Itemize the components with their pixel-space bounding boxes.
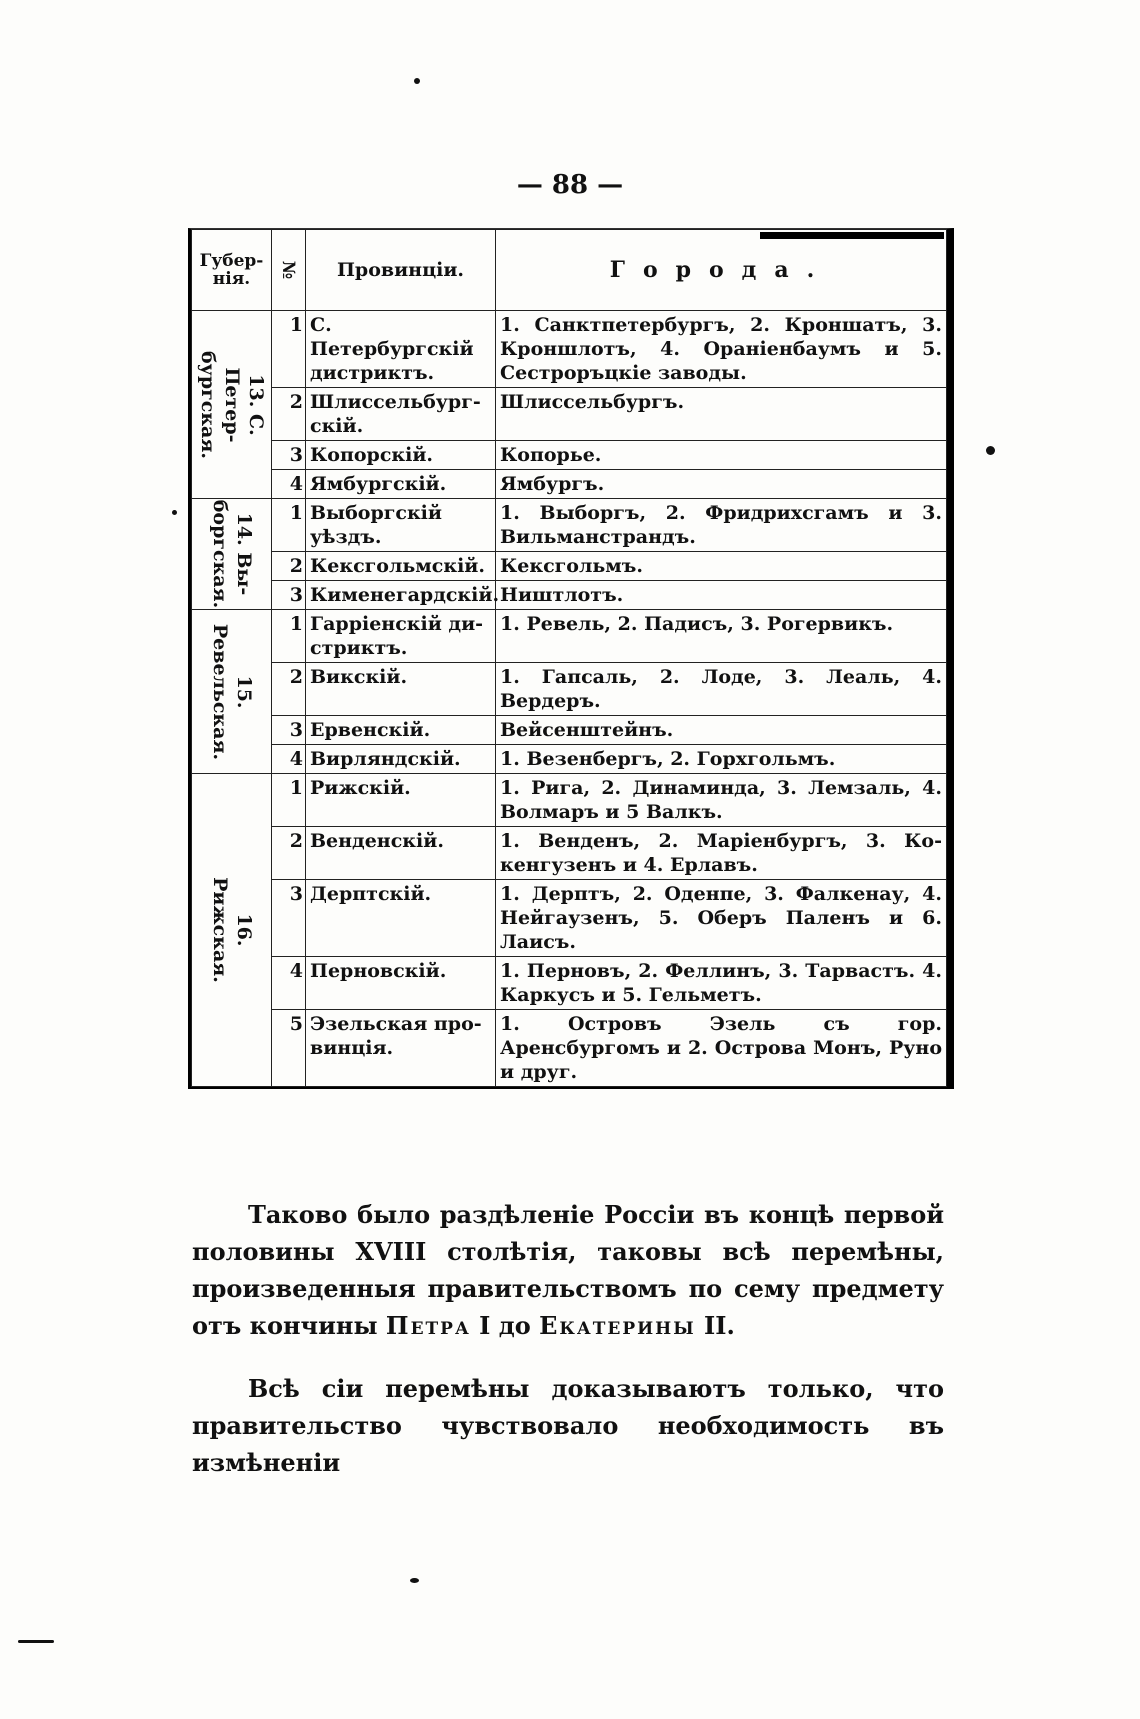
province-name: Ямбургскій. [306,470,496,499]
province-name: Венденскій. [306,827,496,880]
table-row [192,716,947,745]
guberniya-name: 16. Рижская. [208,877,255,983]
paragraph-1-text: Таково было раздѣленіе Россіи въ концѣ первой половины XVIII столѣтія, таковы всѣ перемѣны, произведенныя правительствомъ по сему предмету отъ кончины [192,1200,944,1340]
table-row [192,957,947,1010]
row-number: 2 [272,388,306,441]
speck-decoration [410,1578,419,1583]
towns-list: 1. Перновъ, 2. Феллинъ, 3. Тарвастъ. 4. Каркусъ и 5. Гельметъ. [496,957,947,1010]
row-number: 3 [272,581,306,610]
row-number: 4 [272,957,306,1010]
row-number: 4 [272,470,306,499]
towns-list: 1. Дерптъ, 2. Оденпе, 3. Фалкенау, 4. Нейгаузенъ, 5. Оберъ Паленъ и 6. Лаисъ. [496,880,947,957]
table-row [192,774,947,827]
guberniya-name: 13. С. Петер- бургская. [196,350,267,459]
towns-list: 1. Рига, 2. Динаминда, 3. Лемзаль, 4. Волмаръ и 5 Валкъ. [496,774,947,827]
row-number: 1 [272,311,306,388]
paragraph-1 [192,1196,944,1344]
guberniya-cell [192,311,272,499]
province-name: Кименегардскій. [306,581,496,610]
guberniya-name: 15. Ревельская. [208,623,255,760]
table-row [192,470,947,499]
table-row [192,441,947,470]
speck-decoration [172,510,177,515]
speck-decoration [986,446,995,455]
row-number: 5 [272,1010,306,1087]
province-name: Копорскій. [306,441,496,470]
speck-decoration [18,1640,54,1643]
provinces-table [191,229,947,1087]
row-number: 1 [272,774,306,827]
name-catherine: Екатерины [539,1311,696,1340]
province-name: Перновскій. [306,957,496,1010]
header-guberniya: Губер- нія. [192,230,272,311]
province-name: Гарріенскій ди-стриктъ. [306,610,496,663]
row-number: 3 [272,880,306,957]
towns-list: 1. Выборгъ, 2. Фридрихсгамъ и 3. Вильманстрандъ. [496,499,947,552]
towns-list: Копорье. [496,441,947,470]
province-name: Викскій. [306,663,496,716]
table-body [192,311,947,1087]
guberniya-name: 14. Вы- боргская. [208,499,255,609]
towns-list: 1. Санктпетербургъ, 2. Кроншатъ, 3. Кроншлотъ, 4. Ораніенбаумъ и 5. Сестроръцкіе заводы. [496,311,947,388]
towns-list: Ништлотъ. [496,581,947,610]
row-number: 2 [272,663,306,716]
towns-list: 1. Островъ Эзель съ гор. Аренсбургомъ и 2. Острова Монъ, Руно и друг. [496,1010,947,1087]
provinces-table-wrapper [188,228,954,1089]
table-row [192,745,947,774]
header-towns-label: Города. [609,256,833,283]
towns-list: Кексгольмъ. [496,552,947,581]
table-row [192,880,947,957]
towns-list: 1. Везенбергъ, 2. Горхгольмъ. [496,745,947,774]
province-name: Ервенскій. [306,716,496,745]
guberniya-cell [192,610,272,774]
table-row [192,1010,947,1087]
paragraph-1-mid: I до [479,1311,531,1340]
towns-list: Ямбургъ. [496,470,947,499]
header-towns [496,230,947,311]
table-row [192,552,947,581]
province-name: Вирляндскій. [306,745,496,774]
table-row [192,610,947,663]
row-number: 2 [272,552,306,581]
speck-decoration [414,78,420,84]
page-number: — 88 — [516,170,624,200]
header-number-label: № [278,260,299,280]
paragraph-2: Всѣ сіи перемѣны доказываютъ только, что правительство чувствовало необходимость въ измѣненіи [192,1374,944,1477]
header-number [272,230,306,311]
province-name: Шлиссельбург-скій. [306,388,496,441]
province-name: С. Петербургскій дистриктъ. [306,311,496,388]
province-name: Дерптскій. [306,880,496,957]
row-number: 3 [272,441,306,470]
province-name: Эзельская про-винція. [306,1010,496,1087]
province-name: Кексгольмскій. [306,552,496,581]
table-row [192,581,947,610]
towns-list: Шлиссельбургъ. [496,388,947,441]
table-row [192,499,947,552]
province-name: Рижскій. [306,774,496,827]
table-row [192,663,947,716]
table-header-row [192,230,947,311]
guberniya-cell [192,774,272,1087]
header-provinces: Провинціи. [306,230,496,311]
towns-list: 1. Венденъ, 2. Маріенбургъ, 3. Ко-кенгузенъ и 4. Ерлавъ. [496,827,947,880]
guberniya-cell [192,499,272,610]
paragraph-1-end: II. [704,1311,735,1340]
row-number: 1 [272,610,306,663]
name-peter: Петра [385,1311,471,1340]
towns-list: 1. Гапсаль, 2. Лоде, 3. Леаль, 4. Вердеръ. [496,663,947,716]
towns-list: Вейсенштейнъ. [496,716,947,745]
table-row [192,311,947,388]
table-row [192,388,947,441]
towns-list: 1. Ревель, 2. Падисъ, 3. Рогервикъ. [496,610,947,663]
row-number: 4 [272,745,306,774]
province-name: Выборгскій уѣздъ. [306,499,496,552]
row-number: 3 [272,716,306,745]
row-number: 1 [272,499,306,552]
table-row [192,827,947,880]
row-number: 2 [272,827,306,880]
